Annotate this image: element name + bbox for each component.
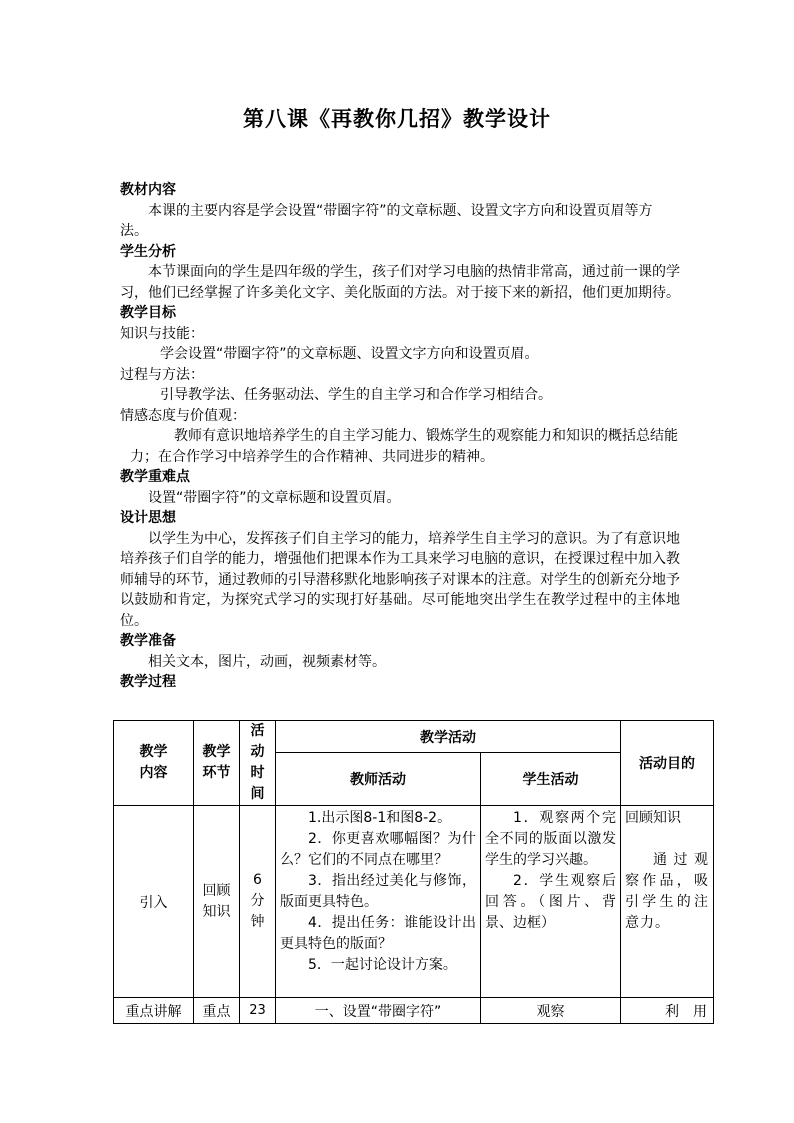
header-teaching-activity: 教学活动: [276, 721, 621, 753]
paragraph-key: 设置“带圈字符”的文章标题和设置页眉。: [148, 489, 401, 506]
goal-label-knowledge: 知识与技能：: [120, 325, 204, 342]
student-step-1: 1．观察两个完全不同的版面以激发学生的学习兴趣。: [485, 810, 616, 868]
table-row: [114, 998, 714, 1024]
section-heading-process: 教学过程: [120, 674, 176, 690]
header-teaching-content: 教学内容: [114, 721, 194, 806]
table-row: [114, 806, 714, 998]
row-student-activity: [481, 806, 621, 998]
lesson-process-table: [113, 720, 714, 1024]
section-heading-content: 教材内容: [120, 182, 176, 198]
header-student-activity: 学生活动: [481, 753, 621, 806]
row-time: 23: [240, 998, 276, 1024]
row-teacher-activity: [276, 806, 481, 998]
teacher-step-3: 3．指出经过美化与修饰，版面更具特色。: [280, 873, 476, 910]
goal-text-knowledge: 学会设置“带圈字符”的文章标题、设置文字方向和设置页眉。: [160, 346, 539, 362]
header-teacher-activity: 教师活动: [276, 753, 481, 806]
purpose-text: 通过观察作品，吸引学生的注意力。: [625, 852, 709, 931]
row-teacher-activity: 一、设置“带圈字符”: [276, 998, 481, 1024]
section-heading-goals: 教学目标: [120, 305, 176, 321]
header-activity-purpose: 活动目的: [621, 721, 714, 806]
section-heading-prep: 教学准备: [120, 633, 176, 649]
goal-label-process: 过程与方法：: [120, 366, 204, 383]
document-title: 第八课《再教你几招》教学设计: [243, 106, 551, 131]
paragraph-idea: 以学生为中心，发挥孩子们自主学习的能力，培养学生自主学习的意识。为了有意识地培养孩子们自学的能力，增强他们把课本作为工具来学习电脑的意识，在授课过程中加入教师辅导的环节，通过教师的引导潜移默化地影响孩子对课本的注意。对学生的创新充分地予以鼓励和肯定，为探究式学习的实现打好基础。尽可能地突出学生在教学过程中的主体地位。: [120, 530, 680, 629]
goal-text-attitude: 教师有意识地培养学生的自主学习能力、锻炼学生的观察能力和知识的概括总结能力；在合作学习中培养学生的合作精神、共同进步的精神。: [130, 428, 678, 465]
teacher-step-5: 5．一起讨论设计方案。: [308, 957, 457, 973]
row-stage: 回顾知识: [194, 806, 240, 998]
student-step-2: 2．学生观察后回答。（图片、背景、边框）: [485, 873, 616, 931]
row-stage: 重点: [194, 998, 240, 1024]
goal-label-attitude: 情感态度与价值观：: [120, 407, 246, 424]
row-student-activity: 观察: [481, 998, 621, 1024]
section-heading-key: 教学重难点: [120, 469, 190, 485]
paragraph-content: 本课的主要内容是学会设置“带圈字符”的文章标题、设置文字方向和设置页眉等方法。: [120, 202, 653, 239]
header-activity-time: 活动时间: [240, 721, 276, 806]
purpose-title: 回顾知识: [625, 810, 681, 826]
section-heading-idea: 设计思想: [120, 510, 176, 526]
row-content: 引入: [114, 806, 194, 998]
row-time: 6分钟: [240, 806, 276, 998]
document-body: [120, 180, 680, 693]
section-heading-analysis: 学生分析: [120, 243, 176, 260]
header-teaching-stage: 教学环节: [194, 721, 240, 806]
goal-text-process: 引导教学法、任务驱动法、学生的自主学习和合作学习相结合。: [160, 387, 552, 403]
row-activity-purpose: [621, 806, 714, 998]
row-content: 重点讲解: [114, 998, 194, 1024]
paragraph-analysis: 本节课面向的学生是四年级的学生，孩子们对学习电脑的热情非常高，通过前一课的学习，他们已经掌握了许多美化文字、美化版面的方法。对于接下来的新招，他们更加期待。: [120, 264, 680, 301]
teacher-step-1: 1.出示图8-1和图8-2。: [308, 810, 452, 826]
teacher-step-4: 4．提出任务：谁能设计出更具特色的版面？: [280, 915, 476, 952]
teacher-step-2: 2．你更喜欢哪幅图？为什么？它们的不同点在哪里？: [280, 831, 476, 868]
paragraph-prep: 相关文本，图片，动画，视频素材等。: [148, 653, 386, 670]
row-activity-purpose: 利 用: [621, 998, 714, 1024]
